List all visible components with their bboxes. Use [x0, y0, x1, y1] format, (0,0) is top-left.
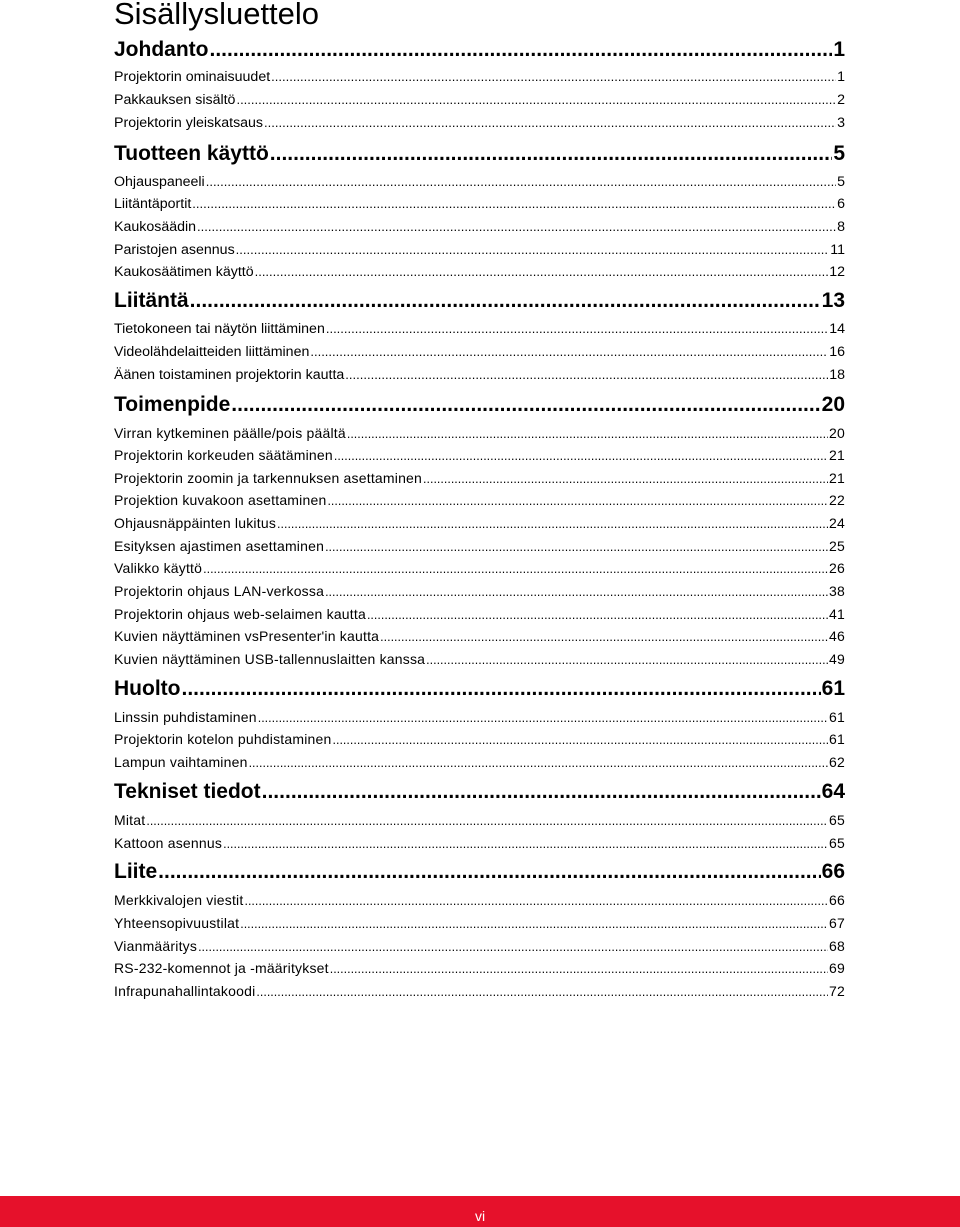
toc-page-number: 65 — [829, 835, 845, 851]
toc-entry-label: Paristojen asennus — [114, 242, 235, 258]
toc-entry[interactable] — [114, 914, 845, 932]
toc-entry-label: Virran kytkeminen päälle/pois päältä — [114, 425, 346, 441]
toc-entry-label: Projektion kuvakoon asettaminen — [114, 492, 327, 508]
toc-entry-label: Esityksen ajastimen asettaminen — [114, 538, 325, 554]
toc-entry-label: Vianmääritys — [114, 938, 198, 954]
dot-leader — [236, 241, 830, 259]
dot-leader — [333, 731, 829, 749]
toc-page-number: 49 — [829, 651, 845, 667]
toc-page-number: 21 — [829, 447, 845, 463]
dot-leader — [262, 779, 821, 805]
footer-page-number: vi — [474, 1208, 486, 1224]
toc-page-number: 20 — [829, 425, 845, 441]
toc-page-number: 11 — [830, 242, 845, 258]
toc-entry[interactable] — [114, 263, 845, 281]
dot-leader — [330, 960, 828, 978]
toc-page-number: 65 — [829, 812, 845, 828]
toc-page-number: 24 — [829, 515, 845, 531]
toc-chapter-label: Tekniset tiedot — [114, 780, 261, 803]
dot-leader — [345, 366, 828, 384]
toc-page-number: 20 — [821, 393, 845, 416]
dot-leader — [206, 173, 836, 191]
toc-page-number: 64 — [821, 780, 845, 803]
dot-leader — [146, 812, 828, 830]
toc-chapter-entry[interactable] — [114, 392, 845, 418]
dot-leader — [210, 37, 833, 63]
dot-leader — [158, 859, 820, 885]
toc-entry[interactable] — [114, 730, 845, 748]
dot-leader — [258, 709, 828, 727]
toc-page-number: 62 — [829, 754, 845, 770]
toc-entry[interactable] — [114, 982, 845, 1000]
toc-page-number: 61 — [829, 709, 845, 725]
toc-entry[interactable] — [114, 514, 845, 532]
toc-page-number: 66 — [829, 892, 845, 908]
dot-leader — [203, 560, 828, 578]
toc-entry[interactable] — [114, 708, 845, 726]
dot-leader — [326, 320, 828, 338]
toc-entry-label: Lampun vaihtaminen — [114, 754, 248, 770]
dot-leader — [223, 835, 828, 853]
dot-leader — [271, 68, 836, 86]
toc-entry-label: Projektorin zoomin ja tarkennuksen asettaminen — [114, 470, 423, 486]
toc-entry-label: Ohjausnäppäinten lukitus — [114, 515, 277, 531]
toc-entry-label: Kaukosäädin — [114, 219, 197, 235]
toc-chapter-entry[interactable] — [114, 37, 845, 63]
toc-entry[interactable] — [114, 241, 845, 259]
dot-leader — [264, 114, 836, 132]
toc-entry[interactable] — [114, 343, 845, 361]
dot-leader — [310, 343, 828, 361]
dot-leader — [347, 425, 828, 443]
toc-entry-label: Merkkivalojen viestit — [114, 892, 244, 908]
toc-entry[interactable] — [114, 627, 845, 645]
toc-entry[interactable] — [114, 834, 845, 852]
dot-leader — [181, 676, 820, 702]
toc-chapter-label: Tuotteen käyttö — [114, 142, 269, 165]
dot-leader — [236, 91, 836, 109]
toc-page-number: 26 — [829, 560, 845, 576]
toc-entry-label: Kuvien näyttäminen USB-tallennuslaitten kanssa — [114, 651, 426, 667]
toc-page-number: 1 — [837, 69, 845, 85]
dot-leader — [249, 754, 828, 772]
toc-page-number: 13 — [821, 289, 845, 312]
toc-entry[interactable] — [114, 811, 845, 829]
toc-page-number: 46 — [829, 628, 845, 644]
toc-entry-label: Projektorin ohjaus LAN-verkossa — [114, 583, 325, 599]
toc-page-number: 66 — [821, 860, 845, 883]
dot-leader — [192, 195, 836, 213]
toc-entry-label: Projektorin ominaisuudet — [114, 69, 271, 85]
toc-entry-label: Linssin puhdistaminen — [114, 709, 257, 725]
toc-entry[interactable] — [114, 650, 845, 668]
toc-entry[interactable] — [114, 424, 845, 442]
toc-page-number: 61 — [829, 731, 845, 747]
toc-page-number: 3 — [837, 115, 845, 131]
toc-entry[interactable] — [114, 582, 845, 600]
toc-chapter-entry[interactable] — [114, 288, 845, 314]
toc-chapter-entry[interactable] — [114, 141, 845, 167]
dot-leader — [334, 447, 828, 465]
toc-page-number: 16 — [829, 344, 845, 360]
toc-entry-label: Projektorin korkeuden säätäminen — [114, 447, 333, 463]
toc-entry[interactable] — [114, 195, 845, 213]
toc-entry[interactable] — [114, 91, 845, 109]
toc-entry-label: Tietokoneen tai näytön liittäminen — [114, 321, 325, 337]
toc-entry-label: Yhteensopivuustilat — [114, 915, 240, 931]
dot-leader — [197, 218, 836, 236]
toc-entry-label: Projektorin ohjaus web-selaimen kautta — [114, 606, 366, 622]
toc-page-number: 14 — [829, 321, 845, 337]
toc-entry-label: Pakkauksen sisältö — [114, 92, 236, 108]
toc-entry-label: Äänen toistaminen projektorin kautta — [114, 367, 345, 383]
toc-chapter-label: Huolto — [114, 677, 181, 700]
toc-entry-label: Kattoon asennus — [114, 835, 223, 851]
toc-entry[interactable] — [114, 753, 845, 771]
toc-page-number: 8 — [837, 219, 845, 235]
toc-page-number: 1 — [833, 38, 845, 61]
dot-leader — [256, 983, 828, 1001]
toc-entry[interactable] — [114, 218, 845, 236]
dot-leader — [367, 606, 828, 624]
toc-entry[interactable] — [114, 469, 845, 487]
toc-entry-label: Kaukosäätimen käyttö — [114, 264, 254, 280]
toc-entry-label: Projektorin kotelon puhdistaminen — [114, 731, 332, 747]
toc-entry[interactable] — [114, 173, 845, 191]
dot-leader — [255, 263, 829, 281]
dot-leader — [325, 538, 828, 556]
dot-leader — [277, 515, 828, 533]
toc-entry[interactable] — [114, 605, 845, 623]
toc-entry-label: Videolähdelaitteiden liittäminen — [114, 344, 310, 360]
toc-page-number: 6 — [837, 196, 845, 212]
toc-page-number: 25 — [829, 538, 845, 554]
toc-page-number: 2 — [837, 92, 845, 108]
toc-page-number: 38 — [829, 583, 845, 599]
toc-chapter-label: Liitäntä — [114, 289, 189, 312]
toc-entry[interactable] — [114, 559, 845, 577]
toc-page-number: 5 — [837, 174, 845, 190]
toc-chapter-label: Johdanto — [114, 38, 209, 61]
toc-entry[interactable] — [114, 320, 845, 338]
toc-page-number: 68 — [829, 938, 845, 954]
toc-entry-label: Liitäntäportit — [114, 196, 192, 212]
toc-entry-label: Mitat — [114, 812, 146, 828]
dot-leader — [327, 492, 828, 510]
toc-page-number: 5 — [833, 142, 845, 165]
toc-page-number: 61 — [821, 677, 845, 700]
toc-chapter-entry[interactable] — [114, 676, 845, 702]
toc-page-number: 67 — [829, 915, 845, 931]
toc-entry[interactable] — [114, 366, 845, 384]
toc-entry-label: Infrapunahallintakoodi — [114, 983, 256, 999]
toc-page-number: 12 — [829, 264, 845, 280]
toc-entry-label: RS-232-komennot ja -määritykset — [114, 960, 329, 976]
dot-leader — [325, 583, 828, 601]
dot-leader — [380, 628, 828, 646]
toc-entry-label: Projektorin yleiskatsaus — [114, 115, 264, 131]
toc-entry[interactable] — [114, 491, 845, 509]
toc-page-number: 41 — [829, 606, 845, 622]
toc-chapter-label: Liite — [114, 860, 158, 883]
dot-leader — [426, 651, 828, 669]
dot-leader — [198, 938, 828, 956]
dot-leader — [190, 288, 821, 314]
toc-page-number: 72 — [829, 983, 845, 999]
toc-entry[interactable] — [114, 937, 845, 955]
toc-entry-label: Kuvien näyttäminen vsPresenter'in kautta — [114, 628, 380, 644]
toc-entry[interactable] — [114, 959, 845, 977]
dot-leader — [270, 141, 833, 167]
toc-page-number: 18 — [829, 367, 845, 383]
toc-chapter-entry[interactable] — [114, 859, 845, 885]
toc-entry[interactable] — [114, 537, 845, 555]
toc-page-number: 21 — [829, 470, 845, 486]
toc-entry[interactable] — [114, 114, 845, 132]
toc-entry[interactable] — [114, 891, 845, 909]
toc-chapter-label: Toimenpide — [114, 393, 231, 416]
dot-leader — [423, 470, 828, 488]
dot-leader — [240, 915, 828, 933]
dot-leader — [231, 392, 820, 418]
toc-page-number: 69 — [829, 960, 845, 976]
dot-leader — [244, 892, 828, 910]
toc-entry-label: Ohjauspaneeli — [114, 174, 205, 190]
toc-entry-label: Valikko käyttö — [114, 560, 203, 576]
toc-chapter-entry[interactable] — [114, 779, 845, 805]
toc-entry[interactable] — [114, 68, 845, 86]
page-title: Sisällysluettelo — [114, 0, 320, 31]
toc-page-number: 22 — [829, 492, 845, 508]
toc-entry[interactable] — [114, 446, 845, 464]
